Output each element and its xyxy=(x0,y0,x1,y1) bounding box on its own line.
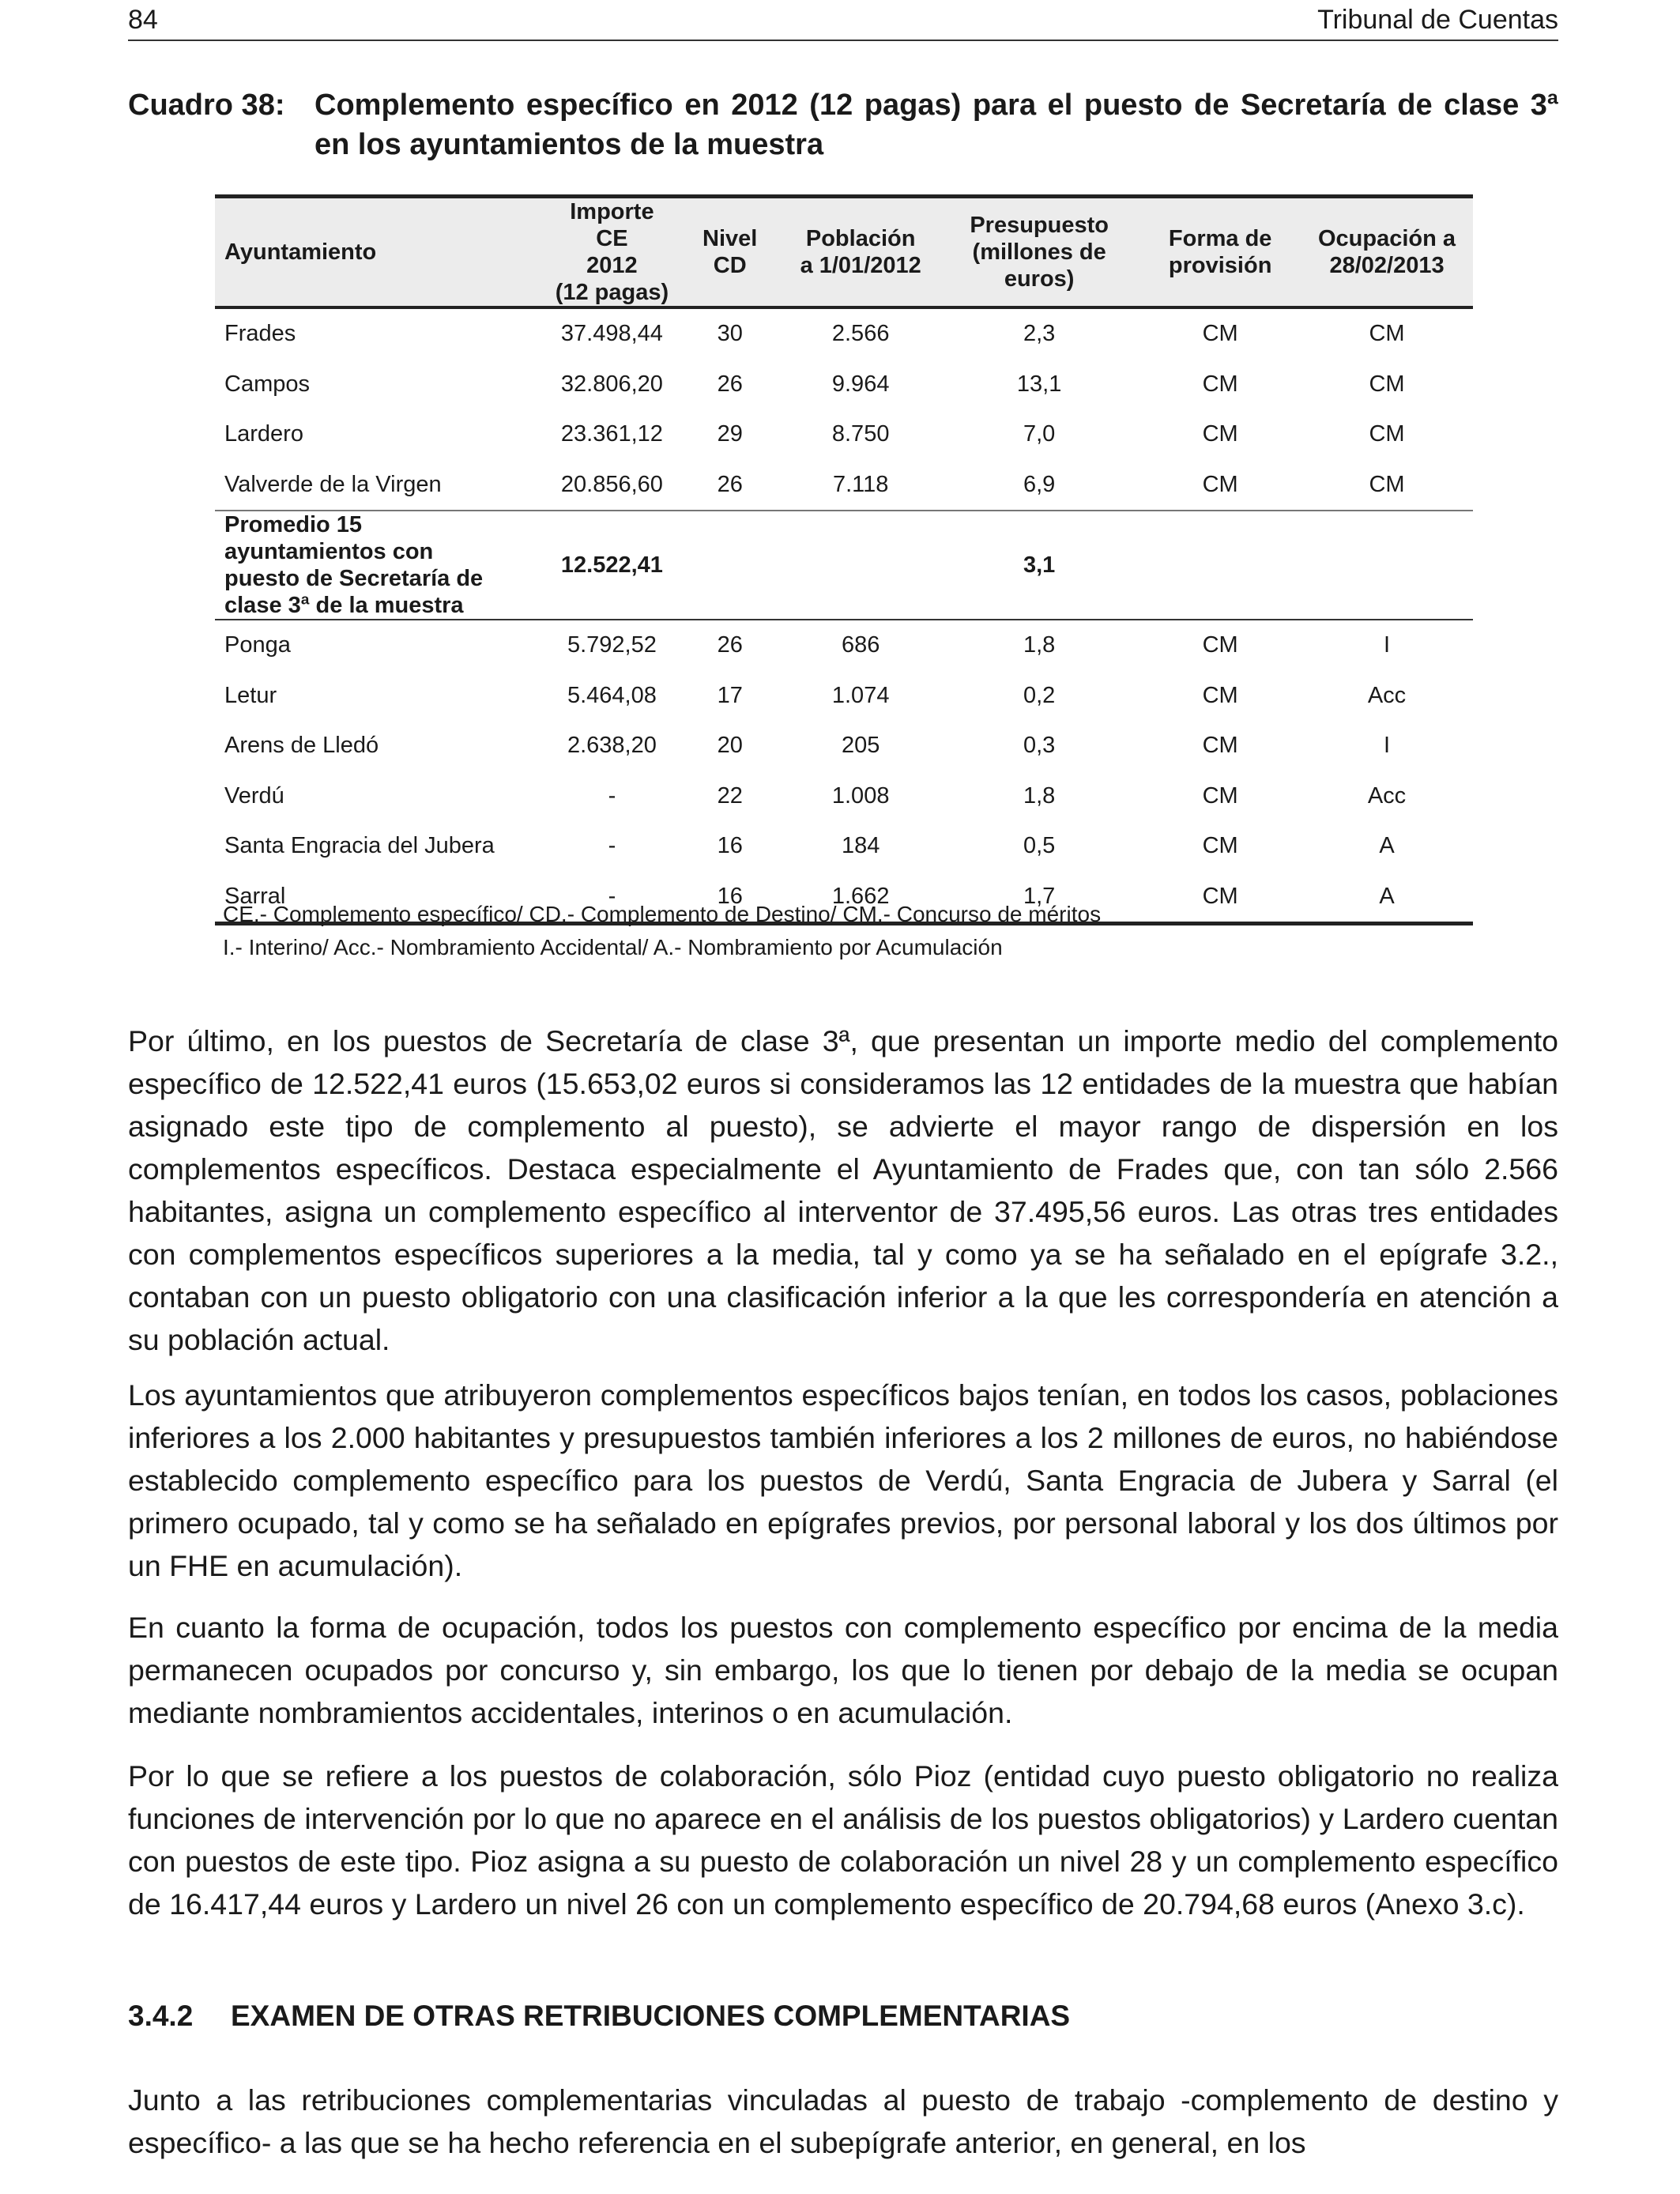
cell-nivel: 22 xyxy=(717,782,743,809)
cell-forma: CM xyxy=(1202,833,1238,859)
cell-poblacion: 8.750 xyxy=(831,421,890,447)
caption-title: Complemento específico en 2012 (12 pagas) para el puesto de Secretaría de clase 3ª en los ayuntamientos de la muestra xyxy=(315,89,1558,161)
cell-forma: CM xyxy=(1202,471,1238,497)
cell-ayuntamiento: Frades xyxy=(224,321,296,347)
header-ocupacion: Ocupación a 28/02/2013 xyxy=(1301,197,1473,308)
cell-presupuesto: 13,1 xyxy=(1016,371,1062,397)
header-presupuesto: Presupuesto (millones de euros) xyxy=(939,197,1139,308)
cell-forma: CM xyxy=(1202,682,1238,708)
cell-forma: CM xyxy=(1202,782,1238,809)
cell-nivel: 30 xyxy=(717,321,743,347)
table-note: CE.- Complemento específico/ CD.- Complemento de Destino/ CM.- Concurso de méritos xyxy=(223,902,1102,926)
cell-ayuntamiento: Lardero xyxy=(224,421,303,447)
table-row xyxy=(215,620,1473,671)
cell-poblacion: 205 xyxy=(841,733,880,759)
cell-poblacion: 9.964 xyxy=(831,371,890,397)
cell-ocupacion: CM xyxy=(1369,371,1405,397)
cell-nivel: 26 xyxy=(717,471,743,497)
average-importe: 12.522,41 xyxy=(547,511,677,620)
cell-presupuesto: 0,3 xyxy=(1023,733,1056,759)
cell-ayuntamiento: Arens de Lledó xyxy=(224,733,379,759)
cell-forma: CM xyxy=(1202,371,1238,397)
cell-importe: 2.638,20 xyxy=(567,733,657,759)
page-header xyxy=(128,0,1558,41)
cell-presupuesto: 7,0 xyxy=(1023,421,1056,447)
cell-importe: - xyxy=(608,833,616,859)
cell-importe: - xyxy=(608,782,616,809)
header-poblacion: Población a 1/01/2012 xyxy=(782,197,939,308)
cell-poblacion: 1.074 xyxy=(831,682,890,708)
cell-ocupacion: I xyxy=(1383,632,1391,658)
table-row xyxy=(215,721,1473,771)
average-row xyxy=(215,511,1473,620)
cell-ayuntamiento: Ponga xyxy=(224,632,291,658)
table-row xyxy=(215,821,1473,872)
publisher-name: Tribunal de Cuentas xyxy=(1317,5,1558,35)
body-paragraph: En cuanto la forma de ocupación, todos los puestos con complemento específico por encima de la media permanecen ocupados por concurso y, sin embargo, los que lo tienen por debajo de la media se ocupan mediante nombramientos accidentales, interinos o en acumulación. xyxy=(128,1611,1558,1729)
cell-nivel: 16 xyxy=(717,833,743,859)
cell-ayuntamiento: Letur xyxy=(224,682,277,708)
cell-ayuntamiento: Santa Engracia del Jubera xyxy=(224,833,495,859)
table-header-row xyxy=(215,197,1473,308)
cell-ocupacion: A xyxy=(1379,833,1395,859)
cell-ayuntamiento: Sarral xyxy=(215,872,547,924)
table-row xyxy=(215,460,1473,511)
average-ocupacion-empty xyxy=(1301,511,1473,620)
cell-forma: CM xyxy=(1202,421,1238,447)
cell-forma: CM xyxy=(1202,321,1238,347)
header-forma: Forma de provisión xyxy=(1139,197,1301,308)
cell-importe: - xyxy=(547,872,677,924)
cell-poblacion: 1.008 xyxy=(831,782,890,809)
cell-importe: 32.806,20 xyxy=(560,371,663,397)
section-title: EXAMEN DE OTRAS RETRIBUCIONES COMPLEMENTARIAS xyxy=(231,2000,1071,2032)
header-nivel: Nivel CD xyxy=(677,197,782,308)
section-number: 3.4.2 xyxy=(128,2000,194,2032)
body-paragraph: Por último, en los puestos de Secretaría de clase 3ª, que presentan un importe medio del complemento específico de 12.522,41 euros (15.653,02 euros si consideramos las 12 entidades de la muestra que habían asignado este tipo de complemento al puesto), se advierte el mayor rango de dispersión en los complementos específicos. Destaca especialmente el Ayuntamiento de Frades que, con tan sólo 2.566 habitantes, asigna un complemento específico al interventor de 37.495,56 euros. Las otras tres entidades con complementos específicos superiores a la media, tal y como ya se ha señalado en el epígrafe 3.2., contaban con un puesto obligatorio con una clasificación inferior a la que les correspondería en atención a su población actual. xyxy=(128,1024,1558,1356)
average-poblacion-empty xyxy=(782,511,939,620)
caption-number: Cuadro 38: xyxy=(128,89,285,122)
table-note: I.- Interino/ Acc.- Nombramiento Accidental/ A.- Nombramiento por Acumulación xyxy=(223,935,1003,959)
cell-nivel: 26 xyxy=(717,371,743,397)
cell-nivel: 29 xyxy=(717,421,743,447)
cell-presupuesto: 1,8 xyxy=(1023,632,1056,658)
cell-forma: CM xyxy=(1202,632,1238,658)
cell-poblacion: 184 xyxy=(841,833,880,859)
cell-ocupacion: I xyxy=(1383,733,1391,759)
cell-presupuesto: 2,3 xyxy=(1023,321,1056,347)
salary-table xyxy=(215,194,1473,925)
cell-presupuesto: 0,5 xyxy=(1023,833,1056,859)
cell-importe: 37.498,44 xyxy=(560,321,663,347)
page-number: 84 xyxy=(128,5,158,35)
cell-nivel: 26 xyxy=(717,632,743,658)
section-heading xyxy=(128,2000,1070,2033)
cell-ocupacion: CM xyxy=(1369,471,1405,497)
table-row xyxy=(215,360,1473,410)
cell-poblacion: 7.118 xyxy=(832,471,889,497)
average-forma-empty xyxy=(1139,511,1301,620)
cell-poblacion: 2.566 xyxy=(831,321,890,347)
cell-ocupacion: Acc xyxy=(1367,682,1407,708)
cell-importe: 23.361,12 xyxy=(560,421,663,447)
header-importe: Importe CE 2012 (12 pagas) xyxy=(547,197,677,308)
cell-poblacion: 686 xyxy=(841,632,880,658)
table-row xyxy=(215,771,1473,822)
cell-ayuntamiento: Campos xyxy=(224,371,310,397)
cell-forma: CM xyxy=(1139,872,1301,924)
cell-poblacion: 1.662 xyxy=(782,872,939,924)
average-presupuesto: 3,1 xyxy=(939,511,1139,620)
body-paragraph: Por lo que se refiere a los puestos de colaboración, sólo Pioz (entidad cuyo puesto obligatorio no realiza funciones de intervención por lo que no aparece en el análisis de los puestos obligatorios) y Lardero cuentan con puestos de este tipo. Pioz asigna a su puesto de colaboración un nivel 28 y un complemento específico de 16.417,44 euros y Lardero un nivel 26 con un complemento específico de 20.794,68 euros (Anexo 3.c). xyxy=(128,1759,1558,1921)
cell-ayuntamiento: Verdú xyxy=(224,782,284,809)
body-paragraph-final: Junto a las retribuciones complementarias vinculadas al puesto de trabajo -complemento de destino y específico- a las que se ha hecho referencia en el subepígrafe anterior, en general, en los xyxy=(128,2083,1558,2159)
cell-ocupacion: A xyxy=(1301,872,1473,924)
cell-presupuesto: 1,8 xyxy=(1023,782,1056,809)
cell-nivel: 17 xyxy=(717,682,743,708)
cell-importe: 5.464,08 xyxy=(567,682,657,708)
cell-presupuesto: 0,2 xyxy=(1023,682,1056,708)
cell-nivel: 16 xyxy=(677,872,782,924)
body-paragraph: Los ayuntamientos que atribuyeron complementos específicos bajos tenían, en todos los casos, poblaciones inferiores a los 2.000 habitantes y presupuestos también inferiores a los 2 millones de euros, no habiéndose establecido complemento específico para los puestos de Verdú, Santa Engracia de Jubera y Sarral (el primero ocupado, tal y como se ha señalado en epígrafes previos, por personal laboral y los dos últimos por un FHE en acumulación). xyxy=(128,1378,1558,1582)
cell-importe: 5.792,52 xyxy=(567,632,657,658)
cell-forma: CM xyxy=(1202,733,1238,759)
table-notes xyxy=(223,898,1101,964)
cell-ayuntamiento: Valverde de la Virgen xyxy=(224,471,442,497)
cell-nivel: 20 xyxy=(717,733,743,759)
average-label: Promedio 15 ayuntamientos con puesto de Secretaría de clase 3ª de la muestra xyxy=(215,511,547,620)
table-row xyxy=(215,409,1473,460)
average-nivel-empty xyxy=(677,511,782,620)
cell-presupuesto: 1,7 xyxy=(939,872,1139,924)
cell-ocupacion: CM xyxy=(1369,321,1405,347)
cell-presupuesto: 6,9 xyxy=(1023,471,1056,497)
cell-importe: 20.856,60 xyxy=(560,471,663,497)
cell-ocupacion: CM xyxy=(1369,421,1405,447)
cell-ocupacion: Acc xyxy=(1367,782,1407,809)
header-ayuntamiento: Ayuntamiento xyxy=(215,197,547,308)
table-row xyxy=(215,307,1473,360)
table-row xyxy=(215,671,1473,722)
